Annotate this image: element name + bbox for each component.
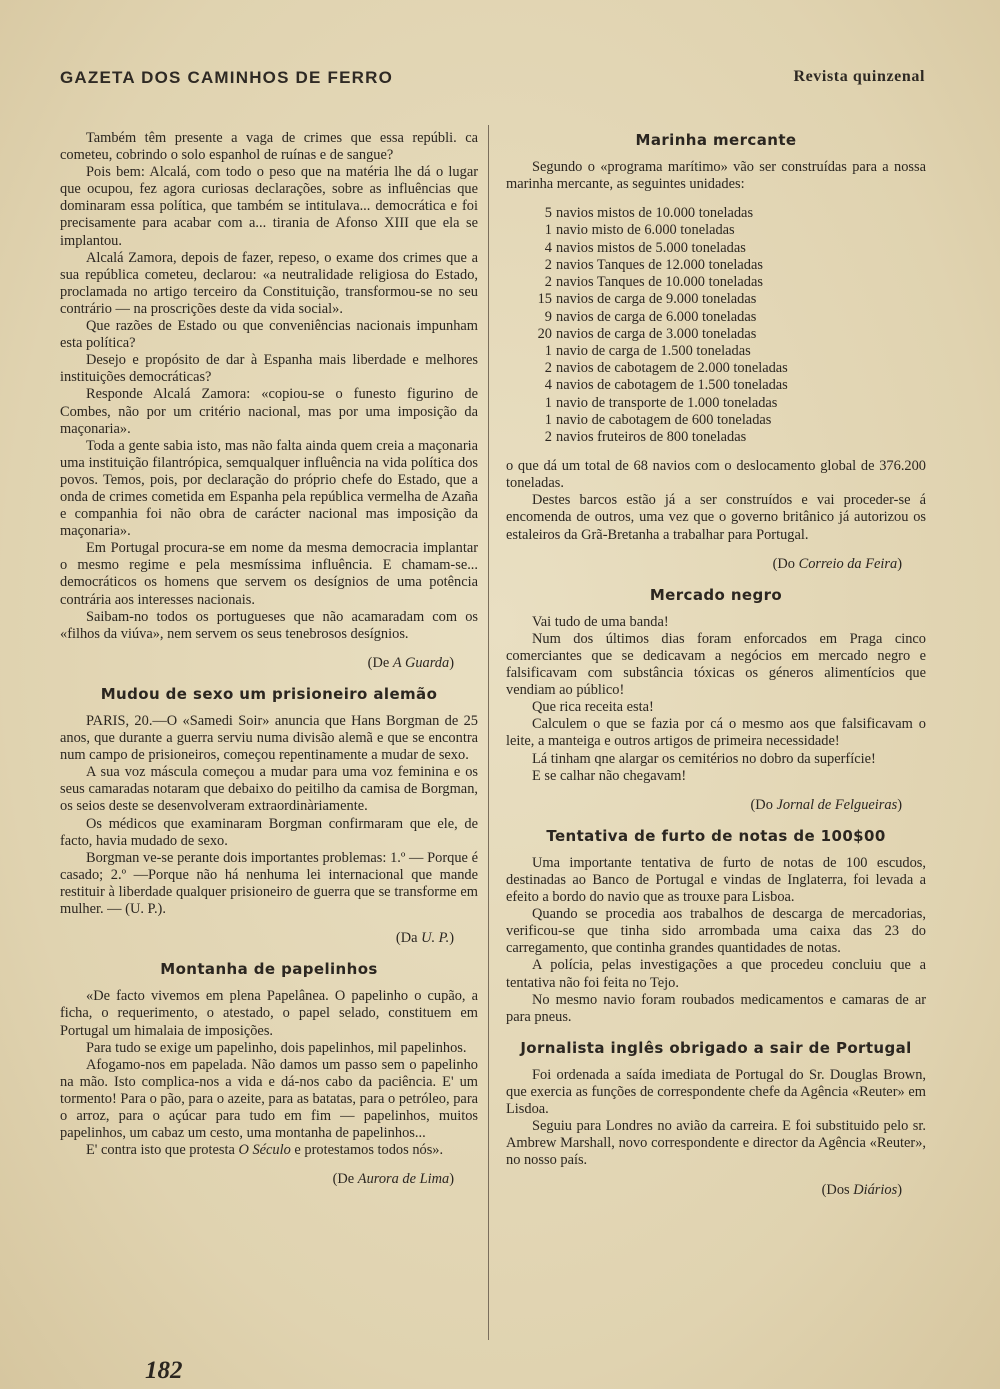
intro-article [60, 130, 478, 672]
list-item: 1 navio misto de 6.000 toneladas [544, 222, 735, 239]
article-merchant-navy [506, 132, 926, 573]
list-item: 9 navios de carga de 6.000 toneladas [544, 308, 757, 325]
paragraph: Foi ordenada a saída imediata de Portugal do Sr. Douglas Brown, que exercia as funções de correspondente chefe da Agência «Reuter» em Lisdoa. [506, 1066, 926, 1118]
paragraph: E' contra isto que protesta O Século e protestamos todos nós». [86, 1142, 444, 1159]
paragraph: «De facto vivemos em plena Papelânea. O papelinho o cupão, a ficha, o requerimento, o atestado, o papel selado, constituem em Portugal um himalaia de imposições. [60, 988, 478, 1039]
right-column [506, 130, 926, 1199]
paragraph: Para tudo se exige um papelinho, dois papelinhos, mil papelinhos. [86, 1039, 467, 1056]
article-title: Montanha de papelinhos [160, 960, 378, 979]
paragraph: Que razões de Estado ou que conveniências nacionais impunham esta política? [60, 318, 478, 352]
paragraph: Vai tudo de uma banda! [532, 613, 669, 630]
publication-frequency: Revista quinzenal [793, 68, 925, 85]
ship-list [506, 205, 926, 446]
list-item: 4 navios de cabotagem de 1.500 toneladas [544, 377, 788, 394]
list-item: 1 navio de transporte de 1.000 toneladas [544, 394, 778, 411]
source-credit: (Do Correio da Feira) [772, 555, 902, 572]
paragraph: o que dá um total de 68 navios com o deslocamento global de 376.200 toneladas. [506, 458, 926, 492]
paragraph: Segundo o «programa marítimo» vão ser construídas para a nossa marinha mercante, as seguintes unidades: [506, 159, 926, 193]
article-title: Jornalista inglês obrigado a sair de Portugal [520, 1038, 912, 1057]
left-column [60, 130, 478, 1188]
source-credit: (Do Jornal de Felgueiras) [750, 796, 902, 813]
list-item: 2 navios fruteiros de 800 toneladas [544, 428, 747, 445]
source-credit: (De Aurora de Lima) [332, 1171, 454, 1188]
paragraph: Os médicos que examinaram Borgman confirmaram que ele, de facto, havia mudado de sexo. [60, 815, 478, 849]
article-title: Tentativa de furto de notas de 100$00 [546, 826, 886, 845]
list-item: 2 navios Tanques de 10.000 toneladas [544, 274, 763, 291]
paragraph: Pois bem: Alcalá, com todo o peso que na matéria lhe dá o lugar que ocupou, fez agora curiosas declarações, sobre as influências que dominaram essa política, que também se intitulava... democrática e foi precisamente para acabar com a... tirania de Afonso XIII que ela se implantou. [60, 164, 478, 249]
list-item: 5 navios mistos de 10.000 toneladas [544, 205, 754, 222]
paragraph: Seguiu para Londres no avião da carreira. E foi substituido pelo sr. Ambrew Marshall, novo correspondente e director da Agência «Reuter», no nosso país. [506, 1118, 926, 1169]
paragraph: Borgman ve-se perante dois importantes problemas: 1.º — Porque é casado; 2.º —Porque não há nenhuma lei internacional que mande restituir à liberdade qualquer prisioneiro de guerra que se transforme em mulher. — (U. P.). [60, 849, 478, 918]
article-title: Mercado negro [649, 585, 783, 604]
paragraph: Quando se procedia aos trabalhos de descarga de mercadorias, verificou-se que tinha sido arrombada uma caixa das 23 do carregamento, que continha grandes quantidades de notas. [506, 906, 926, 957]
paragraph: Responde Alcalá Zamora: «copiou-se o funesto figurino de Combes, não por um critério nacional, mas por uma imposição da maçonaria». [60, 386, 478, 437]
list-item: 1 navio de cabotagem de 600 toneladas [544, 411, 772, 428]
list-item: 2 navios Tanques de 12.000 toneladas [544, 256, 763, 273]
list-item: 2 navios de cabotagem de 2.000 toneladas [544, 360, 788, 377]
column-divider [488, 125, 489, 1340]
source-credit: (De A Guarda) [367, 654, 454, 671]
list-item: 1 navio de carga de 1.500 toneladas [544, 342, 751, 359]
paragraph: Num dos últimos dias foram enforcados em Praga cinco comerciantes que se dedicavam a negócios em mercado negro e falsificavam com substância tóxicas os géneros alimentícios que vendiam ao público! [506, 630, 926, 699]
paragraph: PARIS, 20.—O «Samedi Soir» anuncia que Hans Borgman de 25 anos, que durante a guerra serviu numa divisão alemã e que se encontra num campo de prisioneiros, começou repentinamente a mudar de sexo. [60, 713, 478, 764]
paragraph: Também têm presente a vaga de crimes que essa repúbli. ca cometeu, cobrindo o solo espanhol de ruínas e de sangue? [60, 130, 478, 164]
paragraph: Em Portugal procura-se em nome da mesma democracia implantar o mesmo regime e pela mesmíssima influência. E chamam-se... democráticos os homens que servem os desígnios de uma potência contrária aos interesses nacionais. [60, 540, 478, 608]
paragraph: Lá tinham qne alargar os cemitérios no dobro da superfície! [532, 750, 876, 767]
publication-title: GAZETA DOS CAMINHOS DE FERRO [60, 68, 393, 87]
article-journalist-expelled [506, 1040, 926, 1199]
list-item: 20 navios de carga de 3.000 toneladas [537, 325, 757, 342]
paragraph: Calculem o que se fazia por cá o mesmo aos que falsificavam o leite, a manteiga e outros artigos de primeira necessidade! [506, 716, 926, 750]
article-banknote-theft [506, 828, 926, 1026]
source-credit: (Da U. P.) [395, 930, 454, 947]
list-item: 4 navios mistos de 5.000 toneladas [544, 239, 746, 256]
paragraph: Saibam-no todos os portugueses que não acamaradam com os «filhos da viúva», nem servem os seus tenebrosos desígnios. [60, 608, 478, 642]
paragraph: Uma importante tentativa de furto de notas de 100 escudos, destinadas ao Banco de Portugal e vindas de Inglaterra, foi levada a efeito a bordo do navio que as trouxe para Lisboa. [506, 854, 926, 906]
paragraph: Toda a gente sabia isto, mas não falta ainda quem creia a maçonaria uma instituição filantrópica, semqualquer influência na vida política dos povos. Temos, pois, por declaração do próprio chefe do Estado, que a onda de crimes cometida em Espanha pela república vermelha de Azaña e companhia foi não obra de carácter nacional mas imposição da maçonaria». [60, 437, 478, 540]
source-credit: (Dos Diários) [821, 1181, 902, 1198]
paragraph: Que rica receita esta! [532, 699, 654, 716]
paragraph: A polícia, pelas investigações a que procedeu concluiu que a tentativa não foi feita no Tejo. [506, 957, 926, 991]
paragraph: Alcalá Zamora, depois de fazer, repeso, o exame dos crimes que a sua república cometeu, declarou: «a neutralidade religiosa do Estado, proclamada no artigo terceiro da Constituição, transformou-se no seu contrário — na proscrições deste da vida social». [60, 249, 478, 317]
page-number: 182 [145, 1357, 183, 1384]
list-item: 15 navios de carga de 9.000 toneladas [537, 291, 757, 308]
article-black-market [506, 587, 926, 814]
paragraph: Destes barcos estão já a ser construídos e vai proceder-se á encomenda de outros, uma vez que o governo britânico já autorizou os estaleiros da Grã-Bretanha a trabalhar para Portugal. [506, 492, 926, 543]
paragraph: E se calhar não chegavam! [532, 767, 687, 784]
article-sex-change [60, 686, 478, 947]
paragraph: No mesmo navio foram roubados medicamentos e camaras de ar para pneus. [506, 991, 926, 1025]
article-title: Marinha mercante [635, 131, 797, 149]
article-paperwork [60, 961, 478, 1188]
paragraph: A sua voz máscula começou a mudar para uma voz feminina e os seus camaradas notaram que debaixo do peitilho da camisa de Borgman, os seios deste se desenvolveram extraordinàriamente. [60, 764, 478, 815]
article-title: Mudou de sexo um prisioneiro alemão [100, 684, 438, 703]
paragraph: Desejo e propósito de dar à Espanha mais liberdade e melhores instituições democráticas? [60, 352, 478, 386]
paragraph: Afogamo-nos em papelada. Não damos um passo sem o papelinho na mão. Isto complica-nos a vida e dá-nos cabo da paciência. E' um tormento! Para o pão, para o azeite, para as batatas, para o petróleo, para o arroz, para o açúcar para tudo em fim — papelinhos, muitos papelinhos, um cabaz um cesto, uma montanha de papelinhos... [60, 1056, 478, 1142]
